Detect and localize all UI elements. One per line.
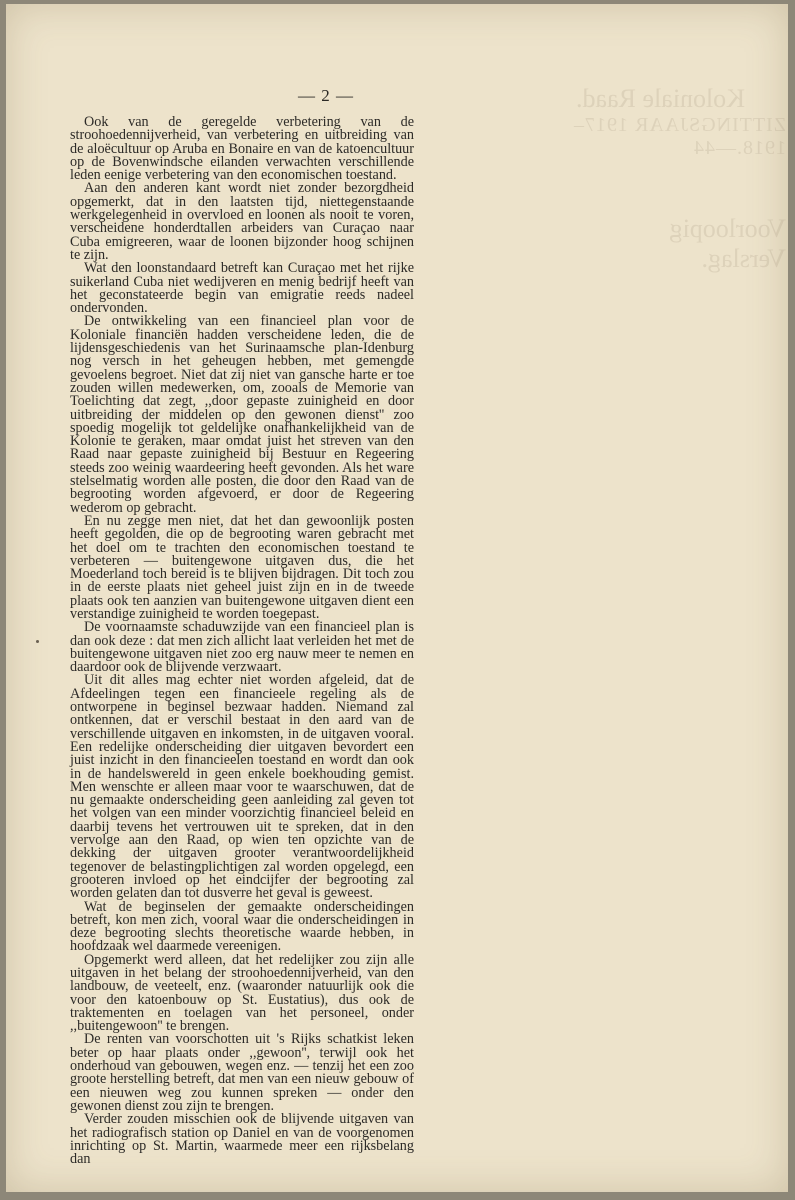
paragraph-2: Aan den anderen kant wordt niet zonder bezorgdheid opgemerkt, dat in den laatsten tijd, niettegenstaande werkgelegenheid in overvloed en loonen als nooit te voren, verscheidene honderdtallen arbeiders van Curaçao naar Cuba emigreeren, waar de loonen bijzonder hoog schijnen te zijn. (70, 180, 414, 263)
paragraph-1: Ook van de geregelde verbetering van de stroohoedennijverheid, van verbetering en uitbreiding van de aloëcultuur op Aruba en Bonaire en van de katoencultuur op de Bovenwindsche eilanden verwachten verschillende leden eenige verbetering van den economischen toestand. (70, 114, 414, 184)
bleed-through-text: Koloniale Raad. ZITTINGSJAAR 1917–1918.—44 Voorloopig Verslag. (573, 84, 786, 273)
document-page (6, 4, 788, 1192)
page-number: — 2 — (298, 86, 354, 105)
paragraph-4: De ontwikkeling van een financieel plan voor de Koloniale financiën hadden verscheidene leden, die de lijdensgeschiedenis van het Surinaamsche plan-Idenburg nog versch in het geheugen hebben, met gemengde gevoelens begroet. Niet dat zij niet van gansche harte er toe zouden willen medewerken, om, zooals de Memorie van Toelichting dat zegt, ,,door gepaste zuinigheid en door uitbreiding der middelen op den gewonen dienst'' zoo spoedig mogelijk tot geldelijke onafhankelijkheid van de Kolonie te geraken, maar omdat juist het streven van den Raad naar gepaste zuinigheid bij Bestuur en Regeering steeds zoo weinig waardeering heeft gevonden. Als het ware stelselmatig worden alle posten, die door den Raad van de begrooting worden afgevoerd, er door de Regeering wederom op gebracht. (70, 313, 414, 516)
paragraph-3: Wat den loonstandaard betreft kan Curaçao met het rijke suikerland Cuba niet wedijveren en menig bedrijf heeft van het geconstateerde begin van emigratie reeds nadeel ondervonden. (70, 260, 414, 317)
paragraph-5: En nu zegge men niet, dat het dan gewoonlijk posten heeft gegolden, die op de begrooting waren gebracht met het doel om te trachten den economischen toestand te verbeteren — buitengewone uitgaven dus, die het Moederland toch bereid is te blijven bijdragen. Dit toch zou in de eerste plaats niet geheel juist zijn en in de tweede plaats ook ten aanzien van buitengewone uitgaven dient een verstandige zuinigheid te worden toegepast. (70, 512, 414, 622)
paragraph-6: De voornaamste schaduwzijde van een financieel plan is dan ook deze : dat men zich allicht laat verleiden het met de buitengewone uitgaven niet zoo erg nauw meer te nemen en daardoor ook de blijvende verzwaart. (70, 619, 414, 676)
paragraph-7: Uit dit alles mag echter niet worden afgeleid, dat de Afdeelingen tegen een financieele regeling als de ontworpene in beginsel bezwaar hadden. Niemand zal ontkennen, dat er verschil bestaat in den aard van de verschillende uitgaven en inkomsten, in de uitgaven vooral. Een redelijke onderscheiding dier uitgaven bevordert een juist inzicht in den financieelen toestand en wordt dan ook in de handelswereld in geen enkele boekhouding gemist. Men wenschte er alleen maar voor te waarschuwen, dat de nu gemaakte onderscheiding geen aanleiding zal geven tot het volgen van een minder voorzichtig financieel beleid en daarbij tevens het vertrouwen uit te spreken, dat in den vervolge aan den Raad, op wien ten opzichte van de dekking der uitgaven grooter verantwoordelijkheid tegenover de belastingplichtigen zal worden opgelegd, een grooteren invloed op het eindcijfer der begrooting zal worden gelaten dan tot dusverre het geval is geweest. (70, 672, 414, 902)
paragraph-11: Verder zouden misschien ook de blijvende uitgaven van het radiografisch station op Daniel en van de voorgenomen inrichting op St. Martin, waarmede meer een rijksbelang dan (70, 1111, 414, 1168)
paragraph-10: De renten van voorschotten uit 's Rijks schatkist leken beter op haar plaats onder ,,gewoon'', terwijl ook het onderhoud van gebouwen, wegen enz. — tenzij het een zoo groote herstelling betreft, dat men van een nieuw gebouw of een nieuwen weg zou kunnen spreken — onder den gewonen dienst zou zijn te brengen. (70, 1031, 414, 1114)
body-text (70, 116, 414, 1166)
paragraph-9: Opgemerkt werd alleen, dat het redelijker zou zijn alle uitgaven in het belang der stroohoedennijverheid, van den landbouw, de veeteelt, enz. (waaronder natuurlijk ook die voor den katoenbouw op St. Eustatius), dus ook de traktementen en toelagen van het personeel, onder ,,buitengewoon'' te brengen. (70, 951, 414, 1035)
margin-speck (36, 640, 39, 643)
paragraph-8: Wat de beginselen der gemaakte onderscheidingen betreft, kon men zich, vooral waar die onderscheidingen in deze begrooting slechts theoretische waarde hebben, in hoofdzaak wel daarmede vereenigen. (70, 898, 414, 955)
